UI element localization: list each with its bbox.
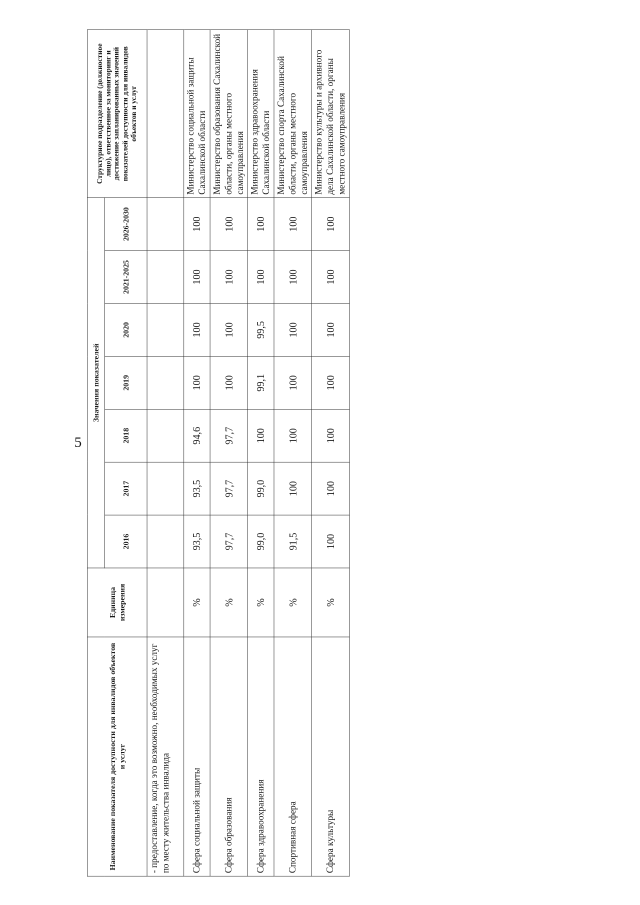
page-number: 5 [74,435,82,451]
row-unit: % [184,568,210,637]
row-value: 100 [210,303,248,356]
header-responsible: Структурное подразделение (должностное лицо), ответственное за мониторинг и достижение запланированных значений показателей доступности для инвалидов объектов и услуг [87,30,147,198]
row-unit: % [312,568,350,637]
row-value: 100 [248,409,274,462]
row-value: 100 [274,251,312,304]
row-name: Сфера образования [210,637,248,876]
header-name: Наименование показателя доступности для инвалидов объектов и услуг [87,637,147,876]
row-value: 100 [274,409,312,462]
row-value: 99,0 [248,515,274,568]
header-year: 2026-2030 [105,198,147,251]
row-name: Сфера культуры [312,637,350,876]
row-responsible: Министерство образования Сахалинской области, органы местного самоуправления [210,30,248,198]
row-name: Сфера здравоохранения [248,637,274,876]
row-value: 100 [210,198,248,251]
header-year: 2020 [105,303,147,356]
row-value: 100 [184,303,210,356]
row-value: 97,7 [210,409,248,462]
row-unit: % [248,568,274,637]
intro-row-text: - предоставление, когда это возможно, необходимых услуг по месту жительства инвалида [147,637,184,876]
row-value: 99,5 [248,303,274,356]
row-value: 91,5 [274,515,312,568]
row-value: 93,5 [184,462,210,515]
row-name: Сфера социальной защиты [184,637,210,876]
row-value: 94,6 [184,409,210,462]
table-row [274,30,312,876]
row-value: 100 [184,251,210,304]
row-value: 100 [184,198,210,251]
row-value: 100 [274,356,312,409]
table-row [312,30,350,876]
row-value: 100 [312,251,350,304]
row-value: 100 [210,251,248,304]
row-responsible: Министерство здравоохранения Сахалинской области [248,30,274,198]
row-unit: % [274,568,312,637]
row-value: 100 [248,251,274,304]
row-value: 99,1 [248,356,274,409]
row-responsible: Министерство спорта Сахалинской области, органы местного самоуправления [274,30,312,198]
row-value: 100 [248,198,274,251]
row-value: 100 [312,356,350,409]
row-value: 100 [312,198,350,251]
row-responsible: Министерство социальной защиты Сахалинской области [184,30,210,198]
row-value: 100 [274,303,312,356]
header-year: 2016 [105,515,147,568]
table-row [210,30,248,876]
row-value: 99,0 [248,462,274,515]
row-value: 97,7 [210,462,248,515]
header-year: 2018 [105,409,147,462]
row-unit: % [210,568,248,637]
header-year: 2019 [105,356,147,409]
row-value: 100 [210,356,248,409]
header-values-group: Значения показателей [87,198,104,568]
row-value: 100 [312,303,350,356]
row-value: 100 [312,515,350,568]
row-value: 100 [312,462,350,515]
accessibility-indicators-table [87,30,350,877]
row-name: Спортивная сфера [274,637,312,876]
header-unit: Единица измерения [87,568,147,637]
header-year: 2021-2025 [105,251,147,304]
row-value: 100 [274,462,312,515]
row-value: 100 [274,198,312,251]
row-value: 100 [184,356,210,409]
header-year: 2017 [105,462,147,515]
row-responsible: Министерство культуры и архивного дела Сахалинской области, органы местного самоуправления [312,30,350,198]
row-value: 93,5 [184,515,210,568]
row-value: 97,7 [210,515,248,568]
row-value: 100 [312,409,350,462]
table-row [184,30,210,876]
rotated-table-container [87,30,347,876]
table-row [248,30,274,876]
